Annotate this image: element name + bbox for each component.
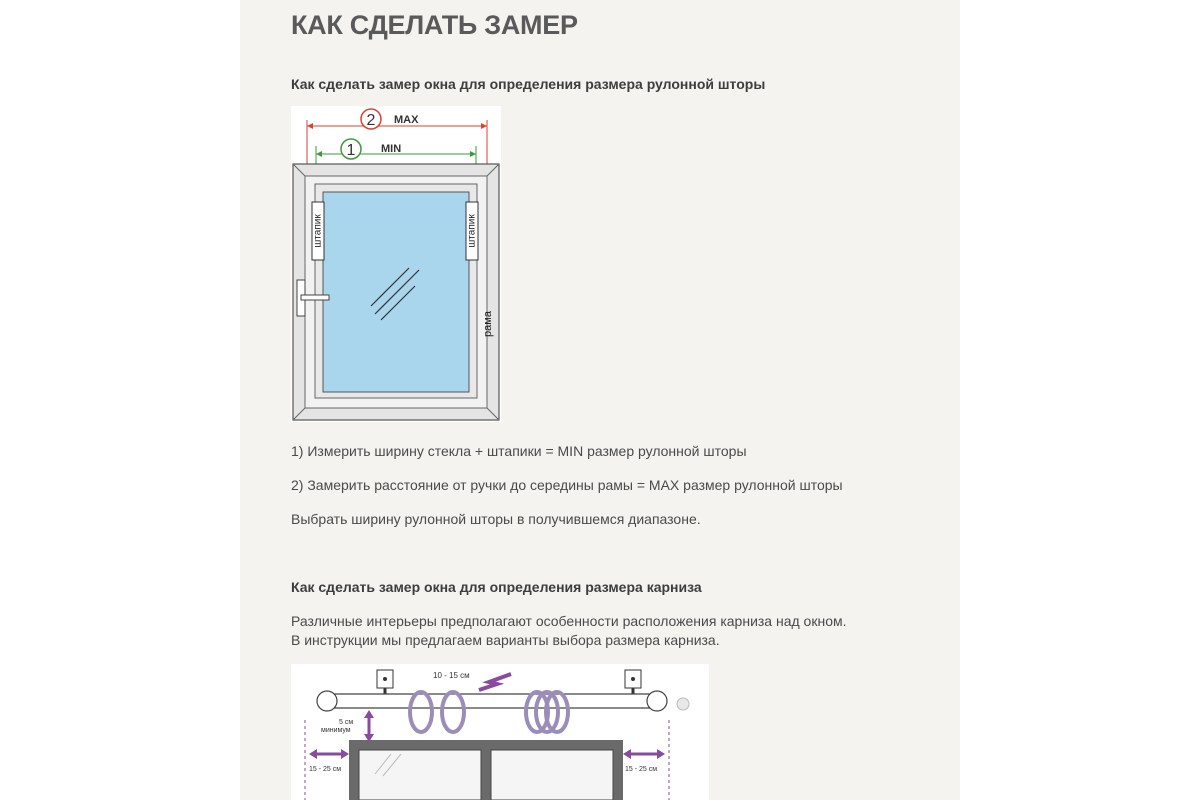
page-title: КАК СДЕЛАТЬ ЗАМЕР [291,10,578,40]
cornice-diagram-svg [291,664,709,800]
handle-lever-icon [301,295,329,300]
min-height-note: минимум [321,727,351,734]
max-label: MAX [394,114,419,126]
right-overhang-label: 15 - 25 см [625,766,658,773]
zigzag-icon [479,674,511,690]
left-overhang-label: 15 - 25 см [309,766,342,773]
min-height-label: 5 см [339,719,354,726]
min-number: 1 [346,142,356,159]
min-arrow-left [316,151,322,157]
bead-label-left: штапик [312,214,324,248]
top-gap-label: 10 - 15 см [433,671,470,680]
window-diagram-svg [291,106,501,422]
max-arrow-left [307,123,313,129]
section-roller-blind-heading: Как сделать замер окна для определения размера рулонной шторы [291,76,766,92]
window-glass [323,192,469,392]
bead-label-right: штапик [466,214,478,248]
rod-finial-left [317,691,337,711]
frame-label: рама [481,311,494,337]
min-label: MIN [381,143,402,155]
step-2-text: 2) Замерить расстояние от ручки до середины рамы = MAX размер рулонной шторы [291,477,843,493]
cornice-text-line-1: Различные интерьеры предполагают особенности расположения карниза над окном. [291,613,847,629]
cornice-rod [325,694,663,708]
range-note-text: Выбрать ширину рулонной шторы в получившемся диапазоне. [291,511,701,527]
cornice-measure-diagram [291,664,709,800]
cornice-text-line-2: В инструкции мы предлагаем варианты выбора размера карниза. [291,632,720,648]
window-measure-diagram [291,106,501,422]
window-pane-right [491,750,613,800]
rod-finial-right [647,691,667,711]
window-pane-left [359,750,481,800]
step-1-text: 1) Измерить ширину стекла + штапики = MIN размер рулонной шторы [291,443,747,459]
section-cornice-heading: Как сделать замер окна для определения размера карниза [291,579,702,595]
max-number: 2 [366,112,376,129]
min-arrow-right [470,151,476,157]
max-arrow-right [481,123,487,129]
